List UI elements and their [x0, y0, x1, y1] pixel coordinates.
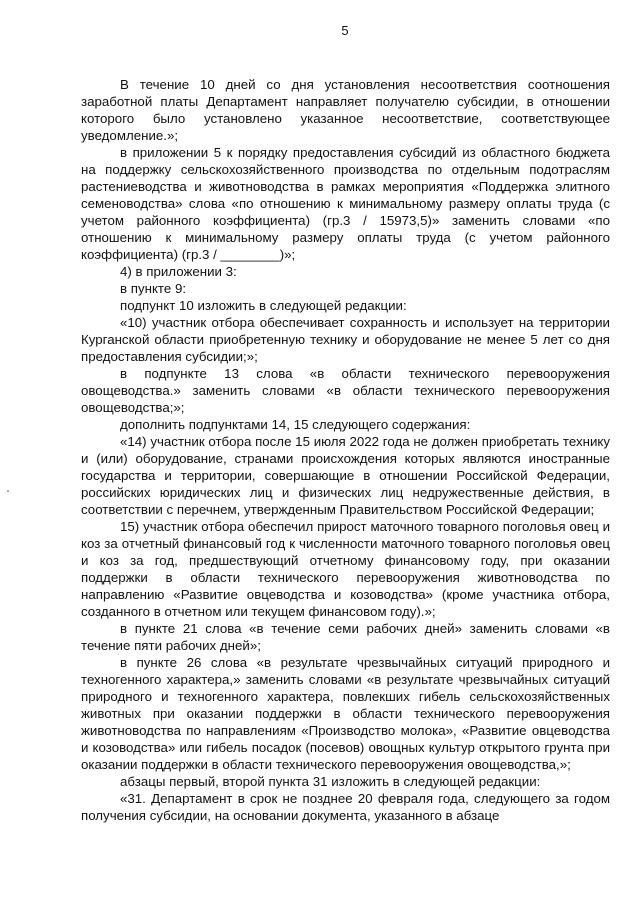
page-number: 5 — [341, 23, 349, 38]
paragraph-add-subpoints: дополнить подпунктами 14, 15 следующего содержания: — [120, 417, 471, 432]
paragraph-appendix-5: в приложении 5 к порядку предоставления субсидий из областного бюджета на поддержку сельскохозяйственного производства по отдельным подотраслям растениеводства и животноводства в рамках мероприятия «Поддержка элитного семеноводства» слова «по отношению к минимальному размеру оплаты труда (с учетом районного коэффициента) (гр.3 / 15973,5)» заменить словами «по отношению к минимальному размеру оплаты труда (с учетом районного коэффициента) (гр.3 / ________)»; — [81, 145, 610, 262]
paragraph-subpoint-10-intro: подпункт 10 изложить в следующей редакции: — [120, 298, 407, 313]
paragraph-point-31-text: «31. Департамент в срок не позднее 20 февраля года, следующего за годом получения субсидии, на основании документа, указанного в абзаце — [81, 791, 610, 823]
paragraph-subpoint-14: «14) участник отбора после 15 июля 2022 года не должен приобретать технику и (или) оборудование, странами происхождения которых являются иностранные государства и территории, совершающие в отношении Российской Федерации, российских юридических лиц и физических лиц недружественные действия, в соответствии с перечнем, утвержденным Правительством Российской Федерации; — [81, 434, 610, 517]
paragraph-subpoint-10-text: «10) участник отбора обеспечивает сохранность и использует на территории Курганской области приобретенную технику и оборудование не менее 5 лет со дня предоставления субсидии;»; — [81, 315, 610, 364]
paragraph-salary-notice: В течение 10 дней со дня установления несоответствия соотношения заработной платы Департамент направляет получателю субсидии, в отношении которого было установлено указанное несоответствие, соответствующее уведомление.»; — [81, 77, 610, 143]
paragraph-point-31-intro: абзацы первый, второй пункта 31 изложить в следующей редакции: — [120, 774, 541, 789]
paragraph-point-21: в пункте 21 слова «в течение семи рабочих дней» заменить словами «в течение пяти рабочих дней»; — [81, 621, 610, 653]
paragraph-subpoint-13: в подпункте 13 слова «в области технического перевооружения овощеводства.» заменить словами «в области технического перевооружения овощеводства;»; — [81, 366, 610, 415]
paragraph-subpoint-15: 15) участник отбора обеспечил прирост маточного товарного поголовья овец и коз за отчетный финансовый год к численности маточного товарного поголовья овец и коз за год, предшествующий отчетному финансовому году, при оказании поддержки в области технического перевооружения животноводства по направлению «Развитие овцеводства и козоводства» (кроме участника отбора, созданного в отчетном или текущем финансовом году).»; — [81, 519, 610, 619]
scan-margin-mark — [7, 490, 9, 492]
paragraph-appendix-3: 4) в приложении 3: — [120, 264, 237, 279]
document-body — [81, 76, 610, 824]
paragraph-point-9: в пункте 9: — [120, 281, 187, 296]
paragraph-point-26: в пункте 26 слова «в результате чрезвычайных ситуаций природного и техногенного характера,» заменить словами «в результате чрезвычайных ситуаций природного и техногенного характера, повлекших гибель сельскохозяйственных животных при оказании поддержки в области технического перевооружения животноводства по направлениям «Производство молока», «Развитие овцеводства и козоводства» или гибель посадок (посевов) овощных культур открытого грунта при оказании поддержки в области технического перевооружения овощеводства,»; — [81, 655, 610, 772]
